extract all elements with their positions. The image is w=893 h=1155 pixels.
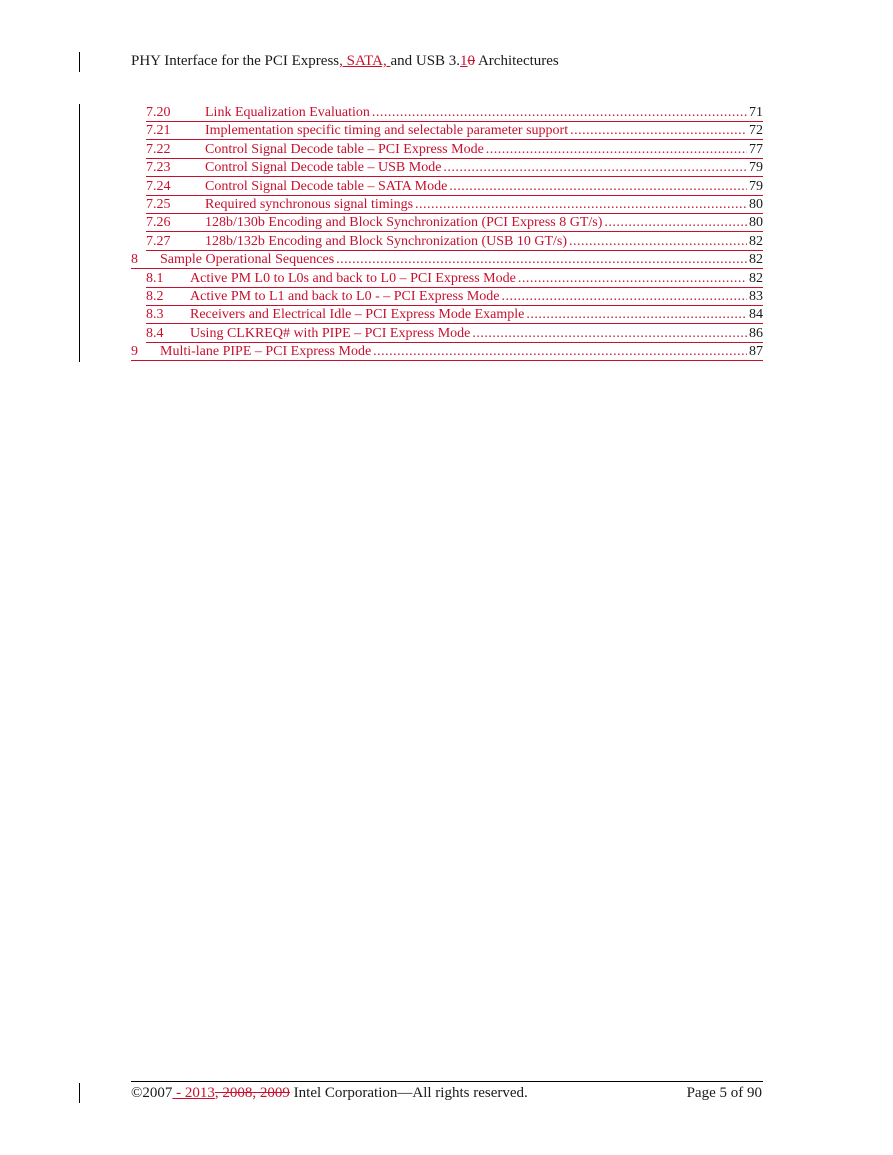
toc-entry-page: 82 <box>749 233 763 249</box>
change-bar-footer <box>79 1083 80 1103</box>
change-bar-toc <box>79 104 80 362</box>
footer-copyright <box>131 1085 528 1102</box>
toc-dot-leader <box>372 104 747 122</box>
toc-entry[interactable] <box>131 159 763 177</box>
header-suffix: Architectures <box>475 53 559 69</box>
toc-dot-leader <box>443 159 747 177</box>
footer-inserted-years: - 2013 <box>172 1085 215 1101</box>
toc-entry[interactable] <box>131 104 763 122</box>
toc-entry-number: 8.4 <box>146 325 164 341</box>
toc-dot-leader <box>472 325 747 343</box>
toc-entry-page: 82 <box>749 252 763 268</box>
header-inserted-sata: , SATA, <box>339 53 391 69</box>
toc-entry-page: 72 <box>749 123 763 139</box>
toc-entry-title: Implementation specific timing and selectable parameter support <box>205 123 569 139</box>
toc-entry[interactable] <box>131 141 763 159</box>
toc-entry-number: 8.3 <box>146 307 164 323</box>
page-number: Page 5 of 90 <box>686 1085 762 1101</box>
toc-entry[interactable] <box>131 196 763 214</box>
toc-entry-title: Multi-lane PIPE – PCI Express Mode <box>160 344 372 360</box>
toc-entry[interactable] <box>131 325 763 343</box>
page-header <box>131 53 559 70</box>
footer-deleted-years: , 2008, 2009 <box>214 1085 290 1101</box>
toc-entry-page: 71 <box>749 105 763 120</box>
toc-entry-title: Active PM to L1 and back to L0 - – PCI Express Mode <box>190 288 500 304</box>
footer-rule <box>131 1081 763 1082</box>
toc-entry-page: 83 <box>749 288 763 304</box>
toc-entry-number: 8.1 <box>146 270 164 286</box>
toc-entry[interactable] <box>131 343 763 361</box>
toc-entry[interactable] <box>131 214 763 232</box>
toc-entry-title: 128b/132b Encoding and Block Synchronization (USB 10 GT/s) <box>205 233 568 249</box>
toc-entry-page: 82 <box>749 270 763 286</box>
toc-entry-page: 80 <box>749 196 763 212</box>
toc-entry[interactable] <box>131 178 763 196</box>
toc-entry[interactable] <box>131 288 763 306</box>
toc-entry[interactable] <box>131 251 763 269</box>
toc-dot-leader <box>518 270 747 288</box>
toc-entry-page: 79 <box>749 160 763 176</box>
toc-dot-leader <box>569 233 747 251</box>
toc-entry-number: 7.22 <box>146 141 171 157</box>
toc-entry-number: 7.21 <box>146 123 171 139</box>
toc-entry-page: 79 <box>749 178 763 194</box>
toc-dot-leader <box>526 306 747 324</box>
toc-entry-number: 7.26 <box>146 215 171 231</box>
toc-entry-number: 7.20 <box>146 105 171 120</box>
footer-copyright-suffix: Intel Corporation—All rights reserved. <box>289 1085 528 1101</box>
toc-entry-number: 7.24 <box>146 178 171 194</box>
footer-copyright-prefix: ©2007 <box>131 1085 173 1101</box>
toc-dot-leader <box>415 196 747 214</box>
toc-entry[interactable] <box>131 122 763 140</box>
header-deleted-version: 0 <box>467 53 476 69</box>
toc-entry-page: 84 <box>749 307 763 323</box>
header-prefix: PHY Interface for the PCI Express <box>131 53 340 69</box>
toc-dot-leader <box>486 141 747 159</box>
toc-entry[interactable] <box>131 233 763 251</box>
toc-entry-number: 8.2 <box>146 288 164 304</box>
toc-entry-title: Receivers and Electrical Idle – PCI Express Mode Example <box>190 307 525 323</box>
toc-dot-leader <box>570 122 747 140</box>
toc-entry-number: 8 <box>131 252 138 268</box>
change-bar-header <box>79 52 80 72</box>
toc-entry-title: Control Signal Decode table – PCI Express Mode <box>205 141 484 157</box>
table-of-contents <box>131 104 763 361</box>
toc-entry-number: 9 <box>131 344 138 360</box>
toc-entry-title: 128b/130b Encoding and Block Synchronization (PCI Express 8 GT/s) <box>205 215 603 231</box>
header-middle: and USB 3. <box>390 53 461 69</box>
toc-entry-number: 7.25 <box>146 196 171 212</box>
toc-entry-page: 80 <box>749 215 763 231</box>
toc-entry-title: Link Equalization Evaluation <box>205 105 370 120</box>
toc-entry-page: 86 <box>749 325 763 341</box>
toc-entry-page: 87 <box>749 344 763 360</box>
toc-entry-number: 7.23 <box>146 160 171 176</box>
toc-entry-number: 7.27 <box>146 233 171 249</box>
toc-entry[interactable] <box>131 270 763 288</box>
toc-entry-page: 77 <box>749 141 763 157</box>
header-inserted-version: 1 <box>460 53 468 69</box>
toc-entry-title: Control Signal Decode table – SATA Mode <box>205 178 448 194</box>
toc-dot-leader <box>502 288 747 306</box>
toc-entry-title: Sample Operational Sequences <box>160 252 335 268</box>
toc-entry-title: Using CLKREQ# with PIPE – PCI Express Mode <box>190 325 471 341</box>
toc-dot-leader <box>336 251 747 269</box>
toc-dot-leader <box>449 178 747 196</box>
toc-dot-leader <box>604 214 747 232</box>
toc-dot-leader <box>373 343 747 361</box>
toc-entry-title: Active PM L0 to L0s and back to L0 – PCI Express Mode <box>190 270 516 286</box>
toc-entry-title: Required synchronous signal timings <box>205 196 414 212</box>
toc-entry-title: Control Signal Decode table – USB Mode <box>205 160 442 176</box>
toc-entry[interactable] <box>131 306 763 324</box>
